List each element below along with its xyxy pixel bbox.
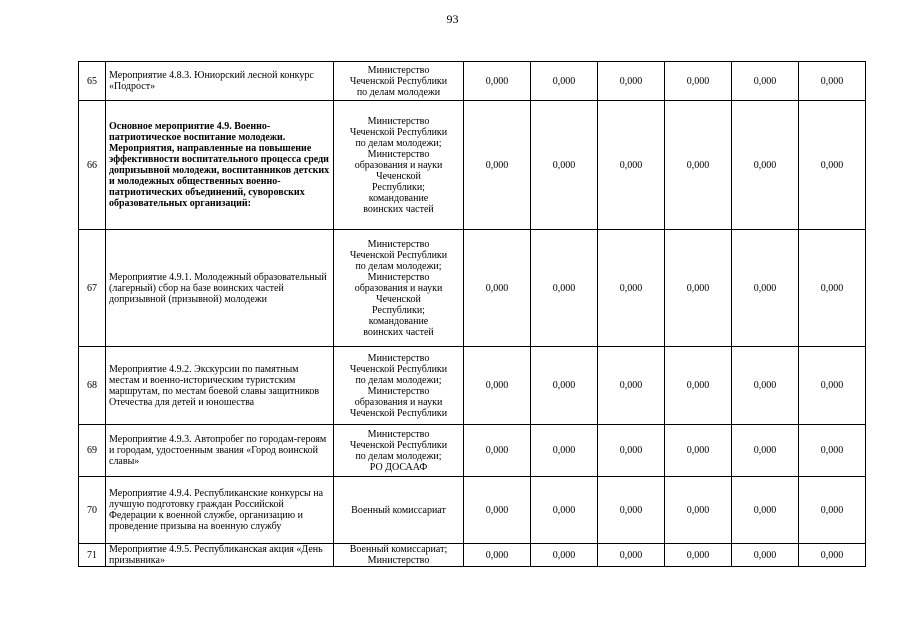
table-body bbox=[79, 62, 866, 567]
row-number: 71 bbox=[79, 544, 106, 567]
funding-value: 0,000 bbox=[732, 62, 799, 101]
table-row bbox=[79, 230, 866, 347]
funding-value: 0,000 bbox=[531, 347, 598, 425]
funding-value: 0,000 bbox=[598, 544, 665, 567]
row-number: 66 bbox=[79, 101, 106, 230]
row-number: 69 bbox=[79, 425, 106, 477]
table-row bbox=[79, 425, 866, 477]
funding-value: 0,000 bbox=[665, 544, 732, 567]
funding-value: 0,000 bbox=[598, 347, 665, 425]
activity-name: Мероприятие 4.9.2. Экскурсии по памятным местам и военно-историческим туристским маршрутам, по местам боевой славы защитников Отечества для детей и юношества bbox=[106, 347, 334, 425]
row-number: 68 bbox=[79, 347, 106, 425]
funding-value: 0,000 bbox=[799, 347, 866, 425]
funding-value: 0,000 bbox=[799, 230, 866, 347]
table-row bbox=[79, 62, 866, 101]
funding-value: 0,000 bbox=[598, 230, 665, 347]
funding-value: 0,000 bbox=[464, 62, 531, 101]
row-number: 70 bbox=[79, 477, 106, 544]
funding-value: 0,000 bbox=[799, 544, 866, 567]
funding-value: 0,000 bbox=[531, 425, 598, 477]
funding-value: 0,000 bbox=[665, 230, 732, 347]
executor: Министерство Чеченской Республики по делам молодежи; Министерство образования и науки Чеченской Республики; командование воинских частей bbox=[334, 230, 464, 347]
funding-value: 0,000 bbox=[665, 425, 732, 477]
row-number: 67 bbox=[79, 230, 106, 347]
activity-name: Мероприятие 4.9.4. Республиканские конкурсы на лучшую подготовку граждан Российской Федерации к военной службе, организацию и проведение призыва на военную службу bbox=[106, 477, 334, 544]
funding-value: 0,000 bbox=[665, 477, 732, 544]
funding-value: 0,000 bbox=[732, 230, 799, 347]
table-row bbox=[79, 477, 866, 544]
funding-value: 0,000 bbox=[598, 62, 665, 101]
funding-value: 0,000 bbox=[531, 101, 598, 230]
funding-value: 0,000 bbox=[665, 62, 732, 101]
executor: Министерство Чеченской Республики по делам молодежи bbox=[334, 62, 464, 101]
funding-value: 0,000 bbox=[464, 544, 531, 567]
executor: Министерство Чеченской Республики по делам молодежи; РО ДОСААФ bbox=[334, 425, 464, 477]
activity-name: Основное мероприятие 4.9. Военно-патриотическое воспитание молодежи. Мероприятия, направленные на повышение эффективности воспитательного процесса среди допризывной молодежи, воспитанников детских и молодежных общественных военно-патриотических объединений, суворовских образовательных организаций: bbox=[106, 101, 334, 230]
table-row bbox=[79, 347, 866, 425]
funding-value: 0,000 bbox=[732, 425, 799, 477]
funding-value: 0,000 bbox=[464, 230, 531, 347]
funding-value: 0,000 bbox=[598, 425, 665, 477]
activity-name: Мероприятие 4.8.3. Юниорский лесной конкурс «Подрост» bbox=[106, 62, 334, 101]
table-row bbox=[79, 101, 866, 230]
executor: Военный комиссариат; Министерство bbox=[334, 544, 464, 567]
executor: Военный комиссариат bbox=[334, 477, 464, 544]
funding-value: 0,000 bbox=[799, 425, 866, 477]
funding-value: 0,000 bbox=[598, 101, 665, 230]
executor: Министерство Чеченской Республики по делам молодежи; Министерство образования и науки Чеченской Республики bbox=[334, 347, 464, 425]
funding-value: 0,000 bbox=[598, 477, 665, 544]
funding-value: 0,000 bbox=[464, 347, 531, 425]
funding-value: 0,000 bbox=[799, 101, 866, 230]
table-row bbox=[79, 544, 866, 567]
row-number: 65 bbox=[79, 62, 106, 101]
funding-value: 0,000 bbox=[732, 544, 799, 567]
activity-name: Мероприятие 4.9.5. Республиканская акция «День призывника» bbox=[106, 544, 334, 567]
funding-value: 0,000 bbox=[799, 62, 866, 101]
funding-value: 0,000 bbox=[732, 101, 799, 230]
funding-value: 0,000 bbox=[531, 230, 598, 347]
executor: Министерство Чеченской Республики по делам молодежи; Министерство образования и науки Чеченской Республики; командование воинских частей bbox=[334, 101, 464, 230]
funding-value: 0,000 bbox=[732, 347, 799, 425]
funding-value: 0,000 bbox=[531, 477, 598, 544]
funding-value: 0,000 bbox=[665, 101, 732, 230]
funding-value: 0,000 bbox=[665, 347, 732, 425]
funding-value: 0,000 bbox=[531, 62, 598, 101]
activity-name: Мероприятие 4.9.3. Автопробег по городам-героям и городам, удостоенным звания «Город воинской славы» bbox=[106, 425, 334, 477]
funding-value: 0,000 bbox=[531, 544, 598, 567]
budget-table bbox=[78, 61, 866, 567]
funding-value: 0,000 bbox=[464, 477, 531, 544]
funding-value: 0,000 bbox=[464, 425, 531, 477]
activity-name: Мероприятие 4.9.1. Молодежный образовательный (лагерный) сбор на базе воинских частей допризывной (призывной) молодежи bbox=[106, 230, 334, 347]
funding-value: 0,000 bbox=[732, 477, 799, 544]
funding-value: 0,000 bbox=[799, 477, 866, 544]
page-number: 93 bbox=[446, 12, 459, 26]
funding-value: 0,000 bbox=[464, 101, 531, 230]
